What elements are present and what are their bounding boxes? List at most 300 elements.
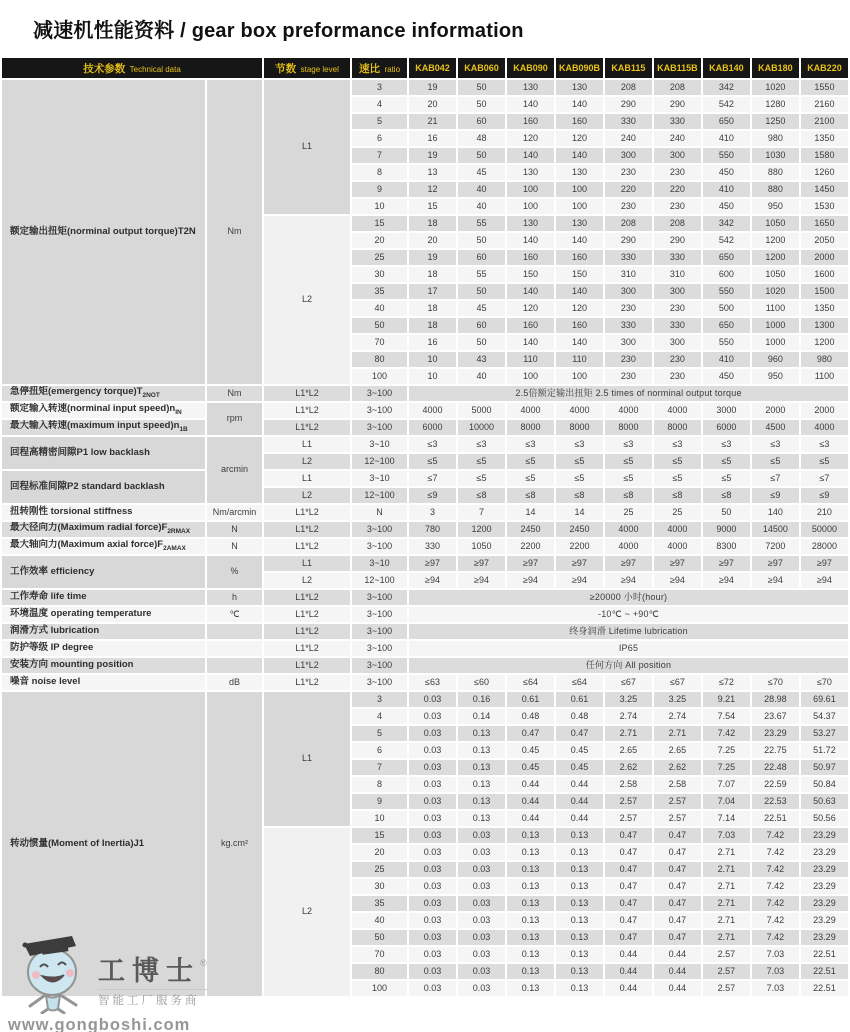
value-cell: 1200 — [801, 335, 848, 350]
value-cell: 0.14 — [458, 709, 505, 724]
value-cell: 2450 — [556, 522, 603, 537]
value-cell: 780 — [409, 522, 456, 537]
table-row — [2, 539, 848, 554]
ratio-cell: 80 — [352, 352, 407, 367]
value-cell: 230 — [654, 301, 701, 316]
ratio-cell: 3 — [352, 80, 407, 95]
value-cell: 230 — [605, 352, 652, 367]
value-cell: 23.29 — [801, 913, 848, 928]
value-cell: 0.47 — [556, 726, 603, 741]
value-cell: 1600 — [801, 267, 848, 282]
ratio-cell: 6 — [352, 743, 407, 758]
table-row — [2, 675, 848, 690]
ratio-cell: 70 — [352, 947, 407, 962]
value-cell: 950 — [752, 369, 799, 384]
value-cell: ≥97 — [556, 556, 603, 571]
stage-cell: L1*L2 — [264, 675, 350, 690]
value-cell: ≤8 — [458, 488, 505, 503]
value-cell: 2.71 — [703, 862, 750, 877]
value-cell: 2.71 — [703, 896, 750, 911]
value-cell: 160 — [556, 250, 603, 265]
value-cell: 7.42 — [752, 896, 799, 911]
value-cell: 0.03 — [409, 879, 456, 894]
value-cell: 290 — [654, 233, 701, 248]
value-cell: 50 — [458, 148, 505, 163]
value-cell: 18 — [409, 301, 456, 316]
value-cell: 10000 — [458, 420, 505, 435]
value-cell: ≤72 — [703, 675, 750, 690]
value-cell: 600 — [703, 267, 750, 282]
value-cell: 0.03 — [409, 845, 456, 860]
value-cell: 7.42 — [703, 726, 750, 741]
value-cell: 880 — [752, 165, 799, 180]
value-cell: 0.03 — [458, 879, 505, 894]
value-cell: ≥94 — [703, 573, 750, 588]
value-cell: 230 — [654, 165, 701, 180]
value-cell: 0.03 — [458, 964, 505, 979]
value-cell: 230 — [605, 369, 652, 384]
ratio-cell: 3~100 — [352, 624, 407, 639]
ratio-cell: 3~10 — [352, 471, 407, 486]
value-cell: 0.13 — [507, 930, 554, 945]
value-cell: 208 — [654, 80, 701, 95]
value-cell: 23.29 — [801, 862, 848, 877]
value-cell: 140 — [556, 284, 603, 299]
value-cell: 0.03 — [409, 760, 456, 775]
value-cell: 650 — [703, 318, 750, 333]
value-cell: 0.03 — [409, 794, 456, 809]
value-cell: 51.72 — [801, 743, 848, 758]
value-cell: 160 — [507, 250, 554, 265]
value-cell: 50 — [458, 97, 505, 112]
ratio-cell: 12~100 — [352, 454, 407, 469]
unit-cell — [207, 658, 262, 673]
value-cell: 0.03 — [458, 930, 505, 945]
registered-mark: ® — [200, 958, 207, 968]
value-cell: ≤67 — [605, 675, 652, 690]
value-cell: 300 — [654, 284, 701, 299]
value-cell: 50.97 — [801, 760, 848, 775]
value-cell: ≥97 — [409, 556, 456, 571]
value-cell: 8000 — [605, 420, 652, 435]
value-cell: ≥97 — [458, 556, 505, 571]
value-cell: 0.48 — [507, 709, 554, 724]
ratio-cell: 3~100 — [352, 386, 407, 401]
value-cell: 0.13 — [507, 879, 554, 894]
header-stage-en: stage level — [300, 65, 339, 74]
value-cell: 2450 — [507, 522, 554, 537]
value-cell: 1500 — [801, 284, 848, 299]
value-cell: 150 — [556, 267, 603, 282]
param-cell: 润滑方式 lubrication — [2, 624, 205, 639]
header-model-kab140: KAB140 — [703, 58, 750, 78]
value-cell: 60 — [458, 250, 505, 265]
ratio-cell: 35 — [352, 896, 407, 911]
value-cell: ≤8 — [654, 488, 701, 503]
value-cell: 0.13 — [458, 811, 505, 826]
value-cell: 43 — [458, 352, 505, 367]
value-cell: ≥97 — [801, 556, 848, 571]
value-cell: 21 — [409, 114, 456, 129]
ratio-cell: 35 — [352, 284, 407, 299]
value-cell: 0.44 — [605, 981, 652, 996]
value-cell: 0.13 — [556, 879, 603, 894]
value-cell: 230 — [654, 352, 701, 367]
value-cell: ≤5 — [507, 471, 554, 486]
value-cell: 2050 — [801, 233, 848, 248]
value-cell: 0.03 — [409, 692, 456, 707]
stage-cell: L1*L2 — [264, 420, 350, 435]
value-cell: 140 — [507, 335, 554, 350]
value-cell: 12 — [409, 182, 456, 197]
value-cell: 240 — [605, 131, 652, 146]
brand-tagline: 智能工厂服务商 — [98, 989, 207, 1008]
stage-cell: L2 — [264, 828, 350, 996]
value-cell: 8000 — [654, 420, 701, 435]
ratio-cell: 8 — [352, 777, 407, 792]
value-cell: 120 — [507, 131, 554, 146]
ratio-cell: 3~100 — [352, 658, 407, 673]
value-cell: 1100 — [752, 301, 799, 316]
value-cell: 23.67 — [752, 709, 799, 724]
value-cell: 2000 — [752, 403, 799, 418]
value-cell: 0.03 — [458, 896, 505, 911]
value-cell: 55 — [458, 267, 505, 282]
param-cell: 回程高精密间隙P1 low backlash — [2, 437, 205, 469]
value-cell: 2.71 — [605, 726, 652, 741]
value-cell: 100 — [507, 199, 554, 214]
value-cell: 50.56 — [801, 811, 848, 826]
value-cell: 2160 — [801, 97, 848, 112]
value-cell: 550 — [703, 284, 750, 299]
value-cell: 1200 — [752, 250, 799, 265]
value-cell: 6000 — [409, 420, 456, 435]
merged-value-cell: 任何方向 All position — [409, 658, 848, 673]
value-cell: 0.44 — [654, 947, 701, 962]
ratio-cell: 3~100 — [352, 522, 407, 537]
value-cell: ≤63 — [409, 675, 456, 690]
value-cell: ≥94 — [409, 573, 456, 588]
value-cell: 1580 — [801, 148, 848, 163]
value-cell: 50 — [458, 233, 505, 248]
value-cell: 130 — [556, 216, 603, 231]
value-cell: 7 — [458, 505, 505, 520]
value-cell: 0.13 — [458, 760, 505, 775]
value-cell: 2000 — [801, 250, 848, 265]
value-cell: 7.42 — [752, 879, 799, 894]
value-cell: 0.48 — [556, 709, 603, 724]
ratio-cell: 8 — [352, 165, 407, 180]
value-cell: 2.65 — [654, 743, 701, 758]
value-cell: 330 — [605, 114, 652, 129]
ratio-cell: 3~100 — [352, 420, 407, 435]
stage-cell: L1*L2 — [264, 522, 350, 537]
value-cell: 130 — [507, 165, 554, 180]
value-cell: 0.03 — [409, 930, 456, 945]
value-cell: 0.47 — [654, 879, 701, 894]
value-cell: 7.42 — [752, 845, 799, 860]
value-cell: 50 — [458, 80, 505, 95]
ratio-cell: 4 — [352, 709, 407, 724]
value-cell: ≤67 — [654, 675, 701, 690]
value-cell: ≤8 — [703, 488, 750, 503]
value-cell: 7.04 — [703, 794, 750, 809]
value-cell: 0.44 — [654, 981, 701, 996]
table-row — [2, 386, 848, 401]
value-cell: 330 — [409, 539, 456, 554]
value-cell: 120 — [556, 301, 603, 316]
merged-value-cell: IP65 — [409, 641, 848, 656]
value-cell: 0.45 — [556, 760, 603, 775]
ratio-cell: 5 — [352, 114, 407, 129]
value-cell: 1200 — [458, 522, 505, 537]
value-cell: 0.47 — [605, 930, 652, 945]
value-cell: 0.03 — [409, 913, 456, 928]
header-model-kab180: KAB180 — [752, 58, 799, 78]
ratio-cell: 10 — [352, 199, 407, 214]
value-cell: 0.13 — [556, 896, 603, 911]
ratio-cell: 3~100 — [352, 607, 407, 622]
value-cell: 300 — [654, 335, 701, 350]
value-cell: 1250 — [752, 114, 799, 129]
value-cell: ≥94 — [605, 573, 652, 588]
header-stage-cn: 节数 — [275, 63, 297, 75]
stage-cell: L1*L2 — [264, 403, 350, 418]
value-cell: 0.03 — [458, 828, 505, 843]
value-cell: ≤5 — [409, 454, 456, 469]
value-cell: ≤9 — [409, 488, 456, 503]
unit-cell: Nm — [207, 80, 262, 384]
value-cell: 23.29 — [752, 726, 799, 741]
value-cell: ≥94 — [556, 573, 603, 588]
value-cell: ≤3 — [752, 437, 799, 452]
value-cell: 2.58 — [605, 777, 652, 792]
ratio-cell: 7 — [352, 148, 407, 163]
value-cell: 40 — [458, 199, 505, 214]
table-row — [2, 590, 848, 605]
value-cell: 0.44 — [556, 794, 603, 809]
value-cell: 7.25 — [703, 743, 750, 758]
value-cell: 2.74 — [605, 709, 652, 724]
unit-cell: N — [207, 522, 262, 537]
value-cell: 2.57 — [703, 964, 750, 979]
value-cell: 0.47 — [654, 930, 701, 945]
value-cell: 230 — [654, 199, 701, 214]
value-cell: 19 — [409, 80, 456, 95]
value-cell: 45 — [458, 165, 505, 180]
value-cell: 45 — [458, 301, 505, 316]
merged-value-cell: 终身润滑 Lifetime lubrication — [409, 624, 848, 639]
ratio-cell: 25 — [352, 862, 407, 877]
value-cell: 100 — [556, 182, 603, 197]
value-cell: 2.65 — [605, 743, 652, 758]
table-row — [2, 607, 848, 622]
ratio-cell: 30 — [352, 267, 407, 282]
value-cell: 10 — [409, 352, 456, 367]
ratio-cell: 40 — [352, 301, 407, 316]
value-cell: 140 — [556, 97, 603, 112]
header-model-kab090b: KAB090B — [556, 58, 603, 78]
value-cell: 22.51 — [801, 981, 848, 996]
value-cell: 0.03 — [409, 828, 456, 843]
value-cell: 450 — [703, 199, 750, 214]
page-title — [0, 0, 850, 43]
value-cell: 7.03 — [752, 964, 799, 979]
value-cell: 160 — [556, 318, 603, 333]
value-cell: 50 — [458, 335, 505, 350]
value-cell: ≤5 — [605, 471, 652, 486]
value-cell: ≥94 — [654, 573, 701, 588]
value-cell: 1020 — [752, 284, 799, 299]
value-cell: ≤5 — [654, 454, 701, 469]
table-row — [2, 556, 848, 571]
unit-cell: % — [207, 556, 262, 588]
value-cell: 140 — [556, 335, 603, 350]
stage-cell: L1*L2 — [264, 607, 350, 622]
value-cell: 2.57 — [605, 794, 652, 809]
value-cell: 300 — [605, 148, 652, 163]
ratio-cell: 4 — [352, 97, 407, 112]
value-cell: 542 — [703, 97, 750, 112]
value-cell: 300 — [605, 335, 652, 350]
value-cell: 330 — [654, 318, 701, 333]
page-title-en: gear box preformance information — [191, 20, 524, 42]
value-cell: 140 — [556, 148, 603, 163]
ratio-cell: 3~100 — [352, 403, 407, 418]
header-model-kab220: KAB220 — [801, 58, 848, 78]
value-cell: 7.42 — [752, 913, 799, 928]
param-cell: 环境温度 operating temperature — [2, 607, 205, 622]
value-cell: 100 — [507, 369, 554, 384]
value-cell: 18 — [409, 216, 456, 231]
value-cell: 960 — [752, 352, 799, 367]
ratio-cell: 3~100 — [352, 590, 407, 605]
value-cell: 1350 — [801, 301, 848, 316]
value-cell: 542 — [703, 233, 750, 248]
value-cell: 4500 — [752, 420, 799, 435]
ratio-cell: 12~100 — [352, 573, 407, 588]
value-cell: ≤70 — [752, 675, 799, 690]
param-cell: 转动惯量(Moment of Inertia)J1 — [2, 692, 205, 996]
value-cell: 342 — [703, 80, 750, 95]
value-cell: 0.03 — [409, 743, 456, 758]
value-cell: ≤3 — [703, 437, 750, 452]
value-cell: ≥94 — [801, 573, 848, 588]
value-cell: 7.14 — [703, 811, 750, 826]
value-cell: 3.25 — [605, 692, 652, 707]
value-cell: 208 — [605, 80, 652, 95]
value-cell: 100 — [507, 182, 554, 197]
value-cell: 50 — [703, 505, 750, 520]
ratio-cell: 5 — [352, 726, 407, 741]
value-cell: 40 — [458, 369, 505, 384]
table-header-row — [2, 58, 848, 78]
value-cell: 0.44 — [654, 964, 701, 979]
value-cell: 50000 — [801, 522, 848, 537]
value-cell: 23.29 — [801, 896, 848, 911]
value-cell: 69.61 — [801, 692, 848, 707]
merged-value-cell: 2.5倍额定输出扭矩 2.5 times of norminal output torque — [409, 386, 848, 401]
stage-cell: L2 — [264, 216, 350, 384]
ratio-cell: N — [352, 505, 407, 520]
value-cell: 160 — [556, 114, 603, 129]
value-cell: 1650 — [801, 216, 848, 231]
value-cell: 310 — [605, 267, 652, 282]
value-cell: 140 — [507, 233, 554, 248]
value-cell: 0.13 — [507, 845, 554, 860]
value-cell: 100 — [556, 199, 603, 214]
stage-cell: L1 — [264, 556, 350, 571]
value-cell: 40 — [458, 182, 505, 197]
value-cell: 2.62 — [654, 760, 701, 775]
value-cell: 22.59 — [752, 777, 799, 792]
value-cell: 0.44 — [605, 964, 652, 979]
value-cell: ≤5 — [654, 471, 701, 486]
value-cell: 1550 — [801, 80, 848, 95]
value-cell: 0.03 — [409, 777, 456, 792]
value-cell: 18 — [409, 267, 456, 282]
value-cell: 650 — [703, 114, 750, 129]
value-cell: 1050 — [752, 267, 799, 282]
ratio-cell: 70 — [352, 335, 407, 350]
value-cell: 140 — [507, 148, 554, 163]
value-cell: ≥94 — [507, 573, 554, 588]
value-cell: 0.13 — [458, 777, 505, 792]
merged-value-cell: -10℃ ~ +90℃ — [409, 607, 848, 622]
value-cell: 7.42 — [752, 828, 799, 843]
value-cell: 230 — [605, 199, 652, 214]
value-cell: 110 — [507, 352, 554, 367]
value-cell: 230 — [605, 165, 652, 180]
ratio-cell: 100 — [352, 981, 407, 996]
value-cell: 16 — [409, 131, 456, 146]
table-row — [2, 437, 848, 452]
value-cell: 130 — [556, 165, 603, 180]
unit-cell: Nm — [207, 386, 262, 401]
value-cell: 240 — [654, 131, 701, 146]
table-row — [2, 80, 848, 95]
value-cell: 0.13 — [458, 726, 505, 741]
param-cell: 安装方向 mounting position — [2, 658, 205, 673]
value-cell: ≤5 — [556, 454, 603, 469]
ratio-cell: 40 — [352, 913, 407, 928]
spec-table — [0, 56, 850, 998]
value-cell: ≤3 — [654, 437, 701, 452]
value-cell: 0.13 — [556, 862, 603, 877]
value-cell: 4000 — [654, 522, 701, 537]
stage-cell: L1 — [264, 437, 350, 452]
page-title-separator: / — [174, 20, 192, 42]
gongboshi-mascot-icon — [6, 922, 98, 1014]
value-cell: 0.47 — [605, 879, 652, 894]
value-cell: 2.58 — [654, 777, 701, 792]
value-cell: 0.03 — [409, 964, 456, 979]
value-cell: 0.13 — [556, 845, 603, 860]
value-cell: 7200 — [752, 539, 799, 554]
unit-cell: dB — [207, 675, 262, 690]
value-cell: ≤8 — [556, 488, 603, 503]
value-cell: 22.51 — [801, 947, 848, 962]
value-cell: 342 — [703, 216, 750, 231]
value-cell: ≤8 — [507, 488, 554, 503]
value-cell: 0.03 — [409, 811, 456, 826]
value-cell: 0.03 — [458, 845, 505, 860]
value-cell: 0.47 — [654, 845, 701, 860]
value-cell: 0.44 — [507, 777, 554, 792]
value-cell: 2.57 — [654, 811, 701, 826]
value-cell: 0.13 — [556, 964, 603, 979]
value-cell: ≤5 — [507, 454, 554, 469]
